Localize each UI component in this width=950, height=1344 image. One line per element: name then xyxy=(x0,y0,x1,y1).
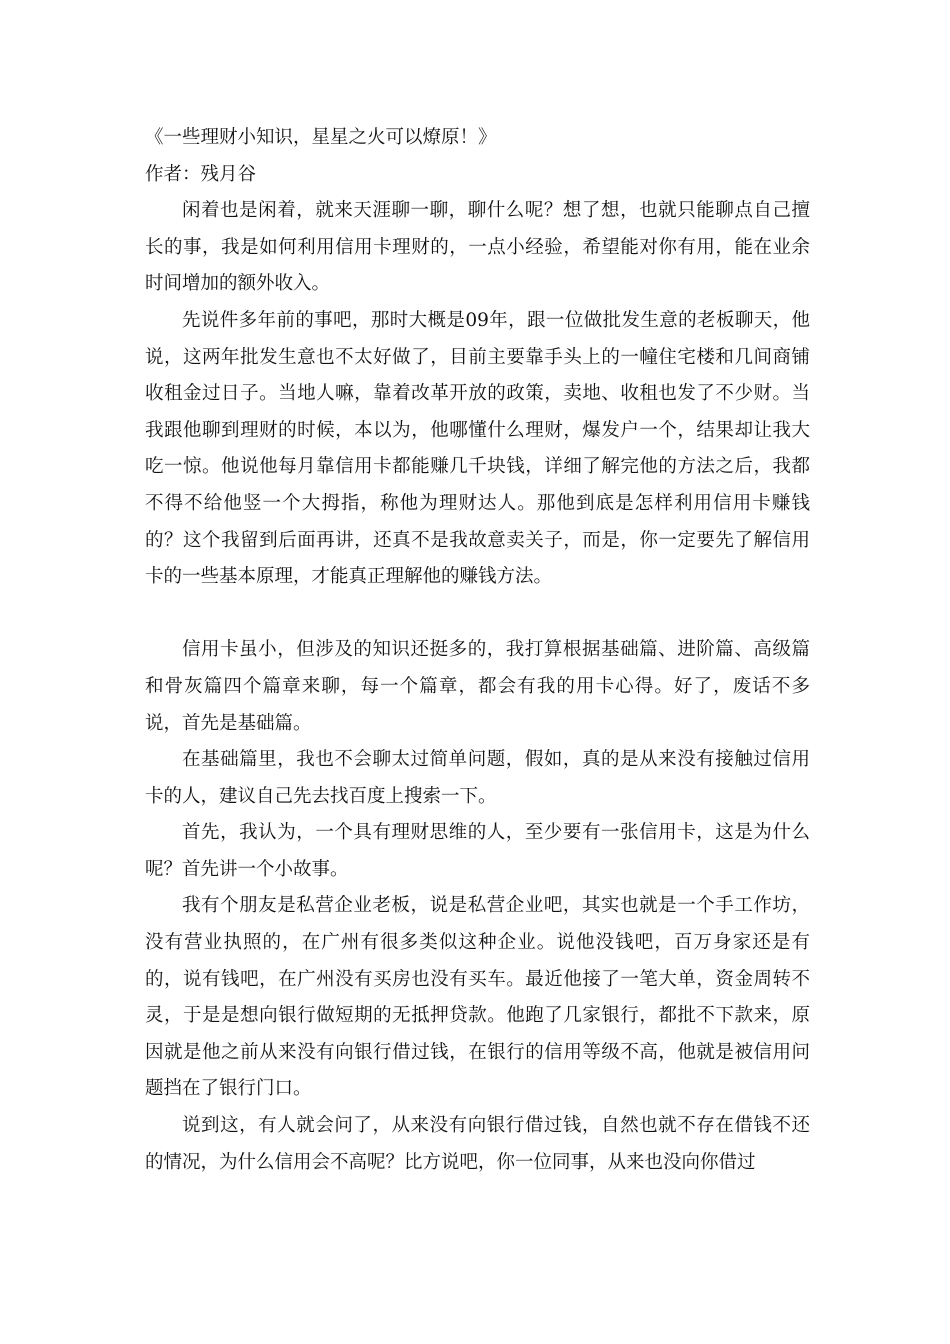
paragraph: 首先，我认为，一个具有理财思维的人，至少要有一张信用卡，这是为什么呢？首先讲一个小故事。 xyxy=(145,822,810,880)
paragraph: 说到这，有人就会问了，从来没有向银行借过钱，自然也就不存在借钱不还的情况，为什么信用会不高呢？比方说吧，你一位同事，从来也没向你借过 xyxy=(145,1115,810,1173)
document-author: 作者：残月谷 xyxy=(145,163,257,185)
paragraph: 先说件多年前的事吧，那时大概是09年，跟一位做批发生意的老板聊天，他说，这两年批发生意也不太好做了，目前主要靠手头上的一幢住宅楼和几间商铺收租金过日子。当地人嘛，靠着改革开放的政策，卖地、收租也发了不少财。当我跟他聊到理财的时候，本以为，他哪懂什么理财，爆发户一个，结果却让我大吃一惊。他说他每月靠信用卡都能赚几千块钱，详细了解完他的方法之后，我都不得不给他竖一个大拇指，称他为理财达人。那他到底是怎样利用信用卡赚钱的？这个我留到后面再讲，还真不是我故意卖关子，而是，你一定要先了解信用卡的一些基本原理，才能真正理解他的赚钱方法。 xyxy=(145,309,810,588)
paragraph: 闲着也是闲着，就来天涯聊一聊，聊什么呢？想了想，也就只能聊点自己擅长的事，我是如何利用信用卡理财的，一点小经验，希望能对你有用，能在业余时间增加的额外收入。 xyxy=(145,200,810,295)
paragraph: 信用卡虽小，但涉及的知识还挺多的，我打算根据基础篇、进阶篇、高级篇和骨灰篇四个篇章来聊，每一个篇章，都会有我的用卡心得。好了，废话不多说，首先是基础篇。 xyxy=(145,639,810,734)
paragraph: 我有个朋友是私营企业老板，说是私营企业吧，其实也就是一个手工作坊，没有营业执照的，在广州有很多类似这种企业。说他没钱吧，百万身家还是有的，说有钱吧，在广州没有买房也没有买车。最近他接了一笔大单，资金周转不灵，于是是想向银行做短期的无抵押贷款。他跑了几家银行，都批不下款来，原因就是他之前从来没有向银行借过钱，在银行的信用等级不高，他就是被信用问题挡在了银行门口。 xyxy=(145,895,810,1100)
paragraph-gap xyxy=(145,596,810,633)
document-title: 《一些理财小知识，星星之火可以燎原！》 xyxy=(145,127,497,148)
document-body xyxy=(145,120,810,1181)
paragraph: 在基础篇里，我也不会聊太过简单问题，假如，真的是从来没有接触过信用卡的人，建议自己先去找百度上搜索一下。 xyxy=(145,749,810,807)
